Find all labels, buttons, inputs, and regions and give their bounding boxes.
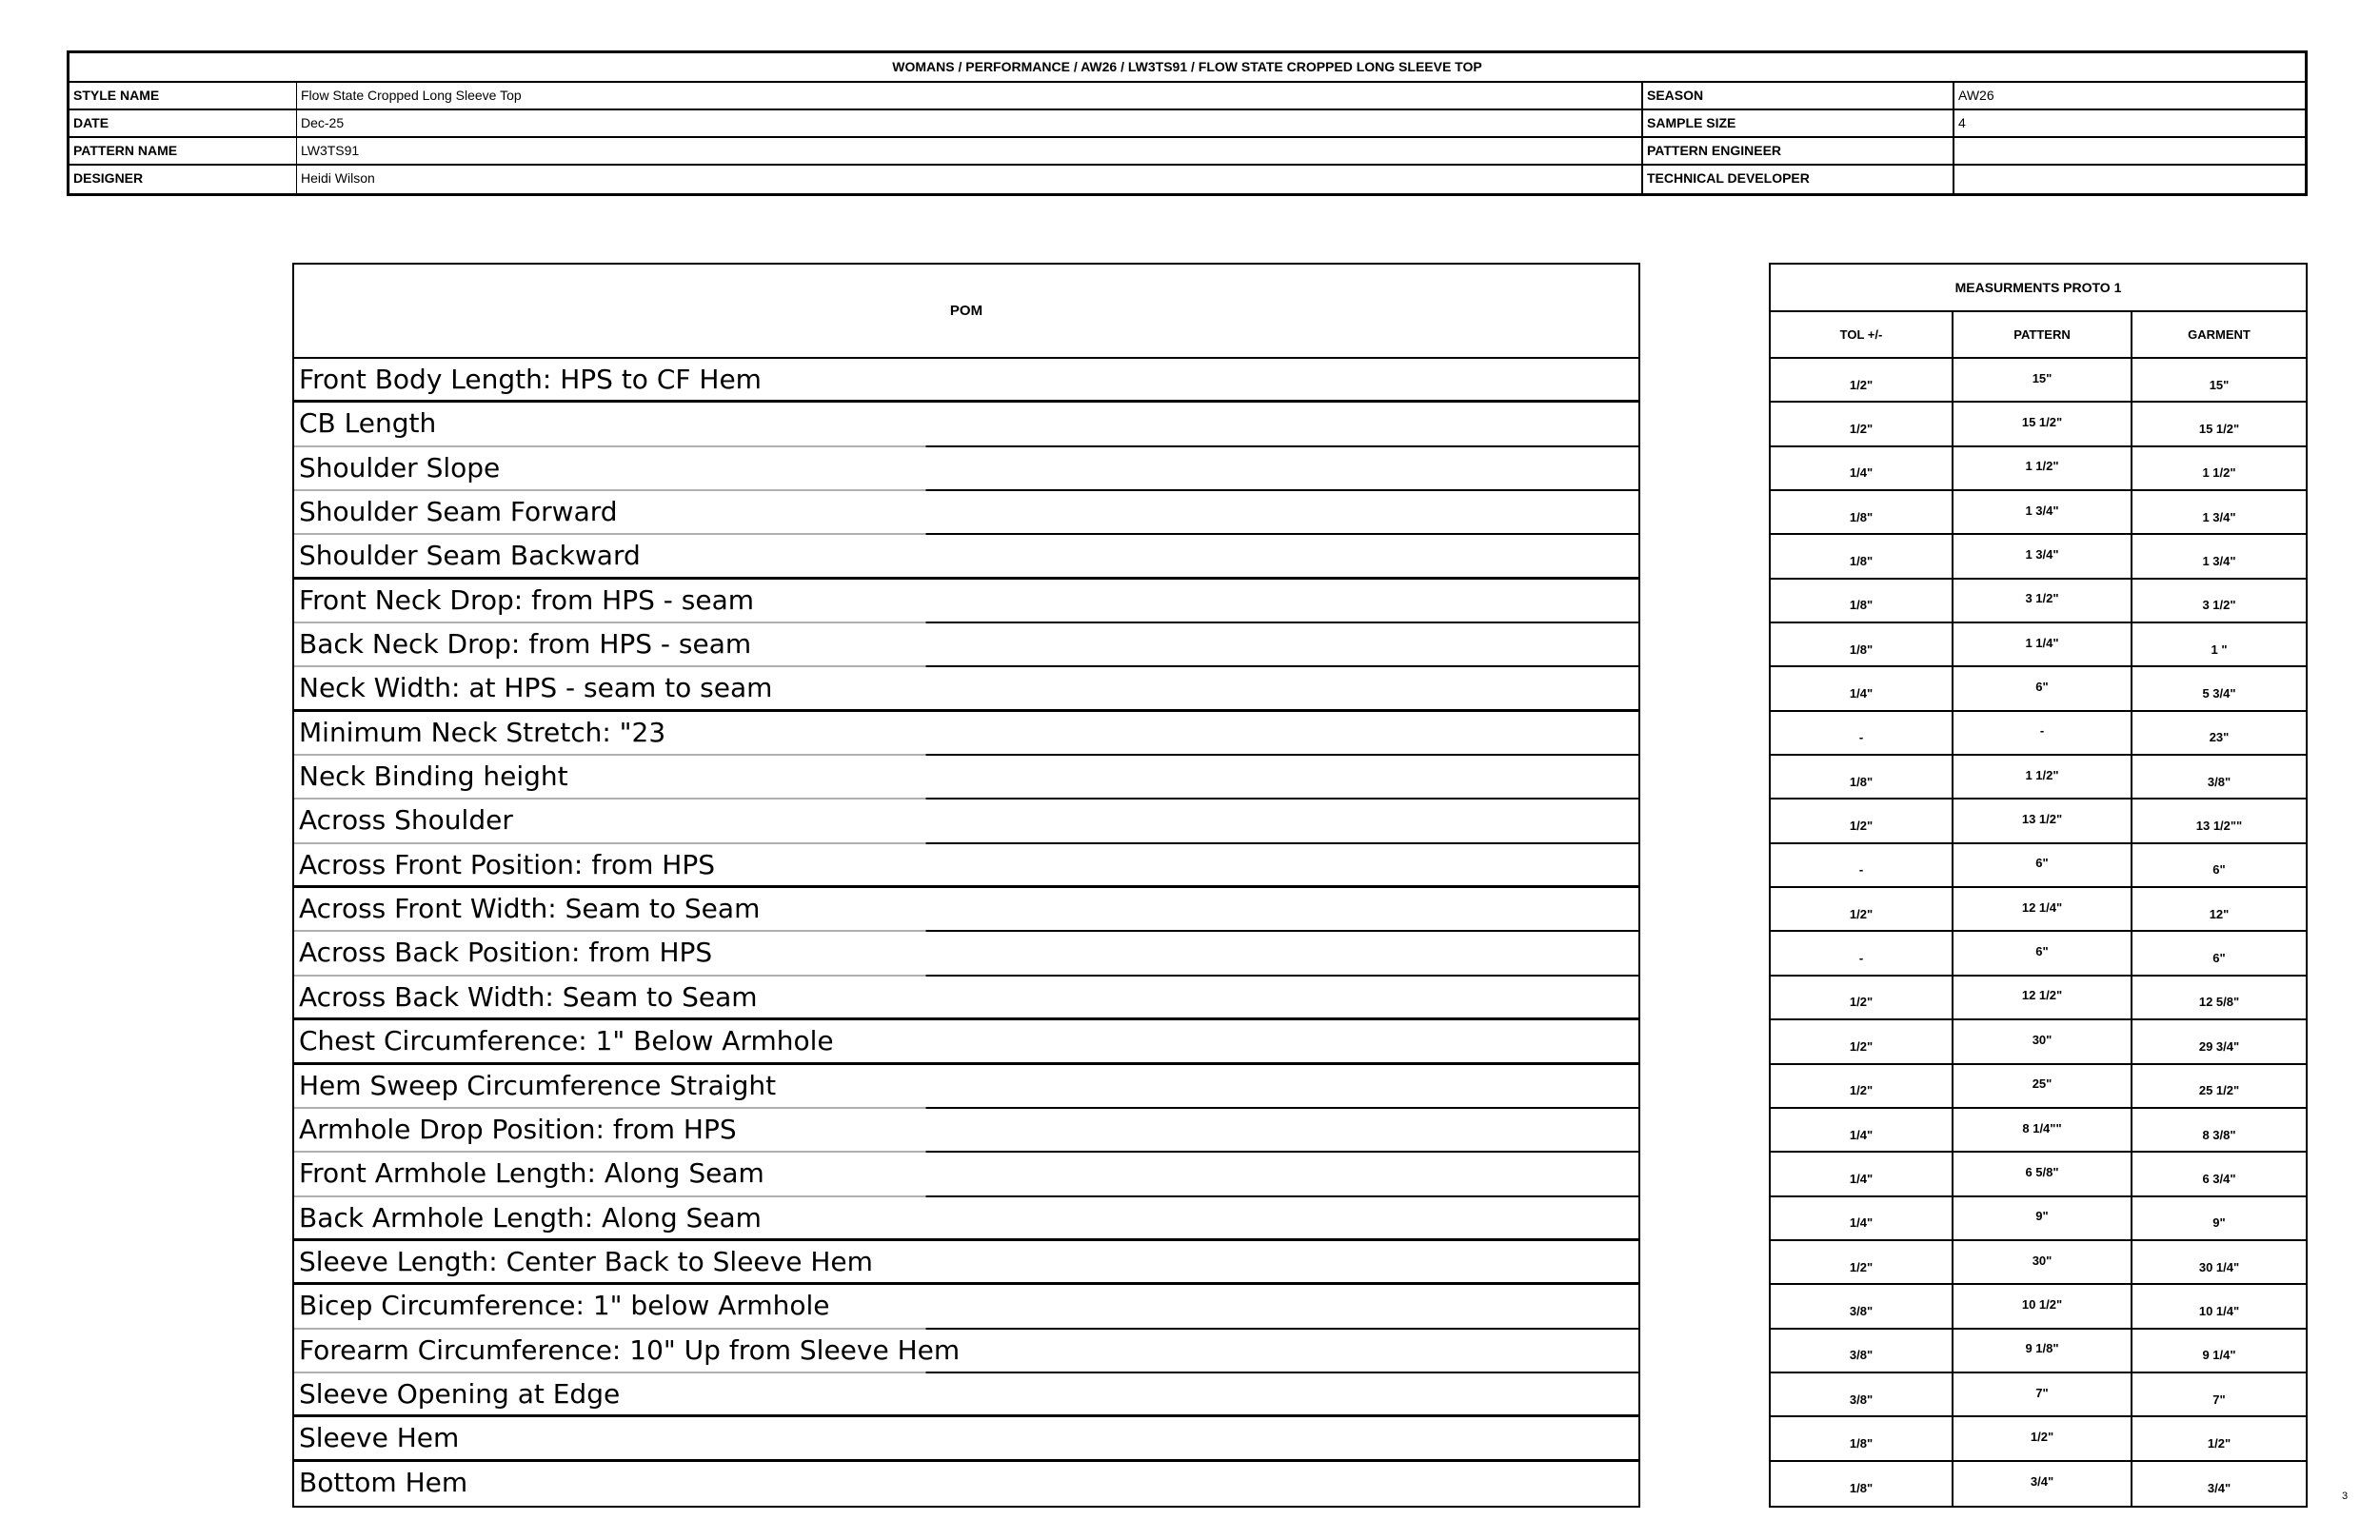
garment-cell: 12 5/8" [2131,977,2306,1018]
pom-table [292,263,1640,1508]
header-row-designer [69,166,2305,193]
measurement-row [1771,403,2306,446]
tol-cell: - [1858,862,1864,878]
spec-title: WOMANS / PERFORMANCE / AW26 / LW3TS91 / FLOW STATE CROPPED LONG SLEEVE TOP [69,53,2305,83]
pom-label: Across Back Position: from HPS [299,937,713,969]
tol-cell: - [1858,730,1864,745]
measurement-row [1771,623,2306,667]
pattern-cell: 8 1/4"" [1952,1109,2131,1151]
pattern-cell: 1 1/4" [1952,623,2131,665]
pom-label: Back Neck Drop: from HPS - seam [299,628,752,661]
pom-label: Front Neck Drop: from HPS - seam [299,583,755,616]
pattern-cell: 1/2" [1952,1417,2131,1459]
pom-row [294,756,1638,800]
pom-row [294,1285,1638,1329]
measurements-table [1769,263,2308,1508]
pattern-cell: 3 1/2" [1952,580,2131,622]
measurement-row [1771,1197,2306,1241]
tol-cell: 3/8" [1849,1303,1874,1318]
measurement-row [1771,1109,2306,1153]
tol-cell: 1/2" [1849,906,1874,921]
pattern-cell: 1 3/4" [1952,491,2131,533]
pom-label: Sleeve Hem [299,1422,460,1454]
pom-label: Minimum Neck Stretch: "23 [299,716,666,748]
header-value: Flow State Cropped Long Sleeve Top [296,83,1641,109]
tol-cell: 1/2" [1849,1038,1874,1054]
pom-row [294,1462,1638,1506]
column-header-garment: GARMENT [2131,312,2306,357]
garment-cell: 29 3/4" [2131,1020,2306,1062]
garment-cell: 8 3/8" [2131,1109,2306,1151]
garment-cell: 12" [2131,888,2306,930]
measurement-row [1771,932,2306,976]
header-row-style-name [69,83,2305,110]
pom-row [294,359,1638,403]
pom-label: CB Length [299,407,437,440]
pattern-cell: 6 5/8" [1952,1153,2131,1194]
garment-cell: 6" [2131,844,2306,886]
tol-cell: 1/8" [1849,598,1874,613]
pom-label: Across Back Width: Seam to Seam [299,980,758,1013]
tol-cell: 1/2" [1849,819,1874,834]
tol-cell: 1/2" [1849,422,1874,437]
pom-row [294,1109,1638,1153]
pom-row [294,1153,1638,1196]
pom-label: Across Front Width: Seam to Seam [299,893,761,925]
pom-label: Neck Binding height [299,760,568,793]
header-row-pattern-name [69,138,2305,166]
garment-cell: 30 1/4" [2131,1241,2306,1283]
pom-label: Forearm Circumference: 10" Up from Sleeve Hem [299,1333,961,1366]
header-value: Dec-25 [296,110,1641,136]
measurement-row [1771,491,2306,535]
header-label: SEASON [1641,83,1953,109]
header-row-date [69,110,2305,138]
pom-label: Across Front Position: from HPS [299,848,716,880]
garment-cell: 25 1/2" [2131,1065,2306,1107]
garment-cell: 9" [2131,1197,2306,1239]
pom-rows [294,359,1638,1506]
pattern-cell: 25" [1952,1065,2131,1107]
tol-cell: 1/2" [1849,1083,1874,1098]
header-label: PATTERN NAME [73,143,178,158]
pom-label: Shoulder Seam Forward [299,496,618,528]
garment-cell: 6" [2131,932,2306,974]
pom-row [294,667,1638,711]
spec-header [67,50,2308,196]
column-header-tol: TOL +/- [1839,327,1883,342]
pom-row [294,1417,1638,1461]
tol-cell: 1/4" [1849,1127,1874,1142]
pom-row [294,1373,1638,1417]
measurement-row [1771,977,2306,1020]
tol-cell: 3/8" [1849,1392,1874,1407]
pattern-cell: 9 1/8" [1952,1330,2131,1372]
pattern-cell: 6" [1952,844,2131,886]
tol-cell: 1/8" [1849,554,1874,569]
header-value: 4 [1953,110,2305,136]
measurement-row [1771,1330,2306,1373]
pom-row [294,888,1638,932]
tol-cell: 1/2" [1849,995,1874,1010]
pattern-cell: 12 1/2" [1952,977,2131,1018]
tol-cell: 1/2" [1849,377,1874,392]
measurements-title: MEASURMENTS PROTO 1 [1771,265,2306,312]
measurement-row [1771,1065,2306,1109]
garment-cell: 6 3/4" [2131,1153,2306,1194]
header-label: DESIGNER [73,170,144,186]
pom-row [294,403,1638,446]
tol-cell: - [1858,951,1864,966]
garment-cell: 10 1/4" [2131,1285,2306,1327]
pom-label: Shoulder Seam Backward [299,540,641,572]
pom-row [294,447,1638,491]
pattern-cell: 3/4" [1952,1462,2131,1506]
pattern-cell: - [1952,712,2131,754]
measurements-column-headers [1771,312,2306,359]
pattern-cell: 1 1/2" [1952,447,2131,489]
pom-label: Sleeve Length: Center Back to Sleeve Hem [299,1245,873,1277]
pattern-cell: 30" [1952,1020,2131,1062]
measurement-row [1771,1373,2306,1417]
garment-cell: 23" [2131,712,2306,754]
tol-cell: 1/4" [1849,1171,1874,1186]
pom-row [294,1065,1638,1109]
pom-row [294,712,1638,756]
garment-cell: 3/4" [2131,1462,2306,1506]
tol-cell: 1/2" [1849,1259,1874,1274]
pattern-cell: 7" [1952,1373,2131,1415]
header-value: LW3TS91 [296,138,1641,164]
pom-label: Armhole Drop Position: from HPS [299,1113,737,1145]
header-label: PATTERN ENGINEER [1641,138,1953,164]
pom-row [294,1330,1638,1373]
header-value [1953,166,2305,193]
pattern-cell: 13 1/2" [1952,800,2131,841]
pom-label: Front Body Length: HPS to CF Hem [299,364,762,395]
pattern-cell: 15" [1952,359,2131,401]
pattern-cell: 9" [1952,1197,2131,1239]
garment-cell: 9 1/4" [2131,1330,2306,1372]
measurement-row [1771,844,2306,888]
measurement-row [1771,1462,2306,1506]
pom-row [294,844,1638,888]
pom-label: Neck Width: at HPS - seam to seam [299,672,773,704]
measurement-row [1771,756,2306,800]
pom-row [294,932,1638,976]
garment-cell: 13 1/2"" [2131,800,2306,841]
garment-cell: 1/2" [2131,1417,2306,1459]
tol-cell: 1/8" [1849,1435,1874,1451]
pattern-cell: 6" [1952,667,2131,709]
pom-row [294,580,1638,623]
measurements-rows [1771,359,2306,1506]
tol-cell: 1/4" [1849,686,1874,701]
pom-row [294,977,1638,1020]
pattern-cell: 1 1/2" [1952,756,2131,798]
pom-row [294,1241,1638,1285]
pattern-cell: 30" [1952,1241,2131,1283]
garment-cell: 1 " [2131,623,2306,665]
pom-label: Bicep Circumference: 1" below Armhole [299,1290,830,1322]
header-label: SAMPLE SIZE [1641,110,1953,136]
pom-row [294,1197,1638,1241]
header-label: TECHNICAL DEVELOPER [1641,166,1953,193]
pom-row [294,1020,1638,1064]
header-value [1953,138,2305,164]
header-label: STYLE NAME [73,88,160,103]
tol-cell: 1/4" [1849,465,1874,481]
column-header-pattern: PATTERN [1952,312,2131,357]
measurement-row [1771,1153,2306,1196]
pom-label: Sleeve Opening at Edge [299,1377,621,1410]
tol-cell: 1/8" [1849,509,1874,524]
garment-cell: 3 1/2" [2131,580,2306,622]
pom-label: Back Armhole Length: Along Seam [299,1201,762,1234]
measurement-row [1771,888,2306,932]
header-label: DATE [73,115,109,130]
pom-label: Across Shoulder [299,804,513,837]
measurement-row [1771,1417,2306,1461]
pattern-cell: 10 1/2" [1952,1285,2131,1327]
garment-cell: 15 1/2" [2131,403,2306,444]
garment-cell: 1 3/4" [2131,491,2306,533]
pom-label: Hem Sweep Circumference Straight [299,1069,777,1101]
pom-row [294,800,1638,843]
measurement-row [1771,359,2306,403]
garment-cell: 1 1/2" [2131,447,2306,489]
garment-cell: 1 3/4" [2131,535,2306,577]
pattern-cell: 1 3/4" [1952,535,2131,577]
measurement-row [1771,1241,2306,1285]
measurement-row [1771,1020,2306,1064]
garment-cell: 7" [2131,1373,2306,1415]
header-value: AW26 [1953,83,2305,109]
pom-label: Chest Circumference: 1" Below Armhole [299,1025,834,1057]
measurement-row [1771,712,2306,756]
measurement-row [1771,667,2306,711]
tol-cell: 3/8" [1849,1348,1874,1363]
pattern-cell: 6" [1952,932,2131,974]
tol-cell: 1/8" [1849,1481,1874,1496]
measurement-row [1771,535,2306,579]
page-number: 3 [2342,1491,2349,1502]
pom-row [294,623,1638,667]
garment-cell: 15" [2131,359,2306,401]
pom-label: Front Armhole Length: Along Seam [299,1157,764,1190]
pom-label: Shoulder Slope [299,451,501,484]
tol-cell: 1/4" [1849,1215,1874,1231]
tol-cell: 1/8" [1849,642,1874,657]
tol-cell: 1/8" [1849,774,1874,789]
garment-cell: 5 3/4" [2131,667,2306,709]
pattern-cell: 12 1/4" [1952,888,2131,930]
measurement-row [1771,447,2306,491]
pom-row [294,491,1638,535]
measurement-row [1771,580,2306,623]
garment-cell: 3/8" [2131,756,2306,798]
pom-label: Bottom Hem [299,1466,468,1498]
pattern-cell: 15 1/2" [1952,403,2131,444]
pom-row [294,535,1638,579]
measurement-row [1771,1285,2306,1329]
header-value: Heidi Wilson [296,166,1641,193]
pom-header: POM [294,265,1638,359]
measurement-row [1771,800,2306,843]
